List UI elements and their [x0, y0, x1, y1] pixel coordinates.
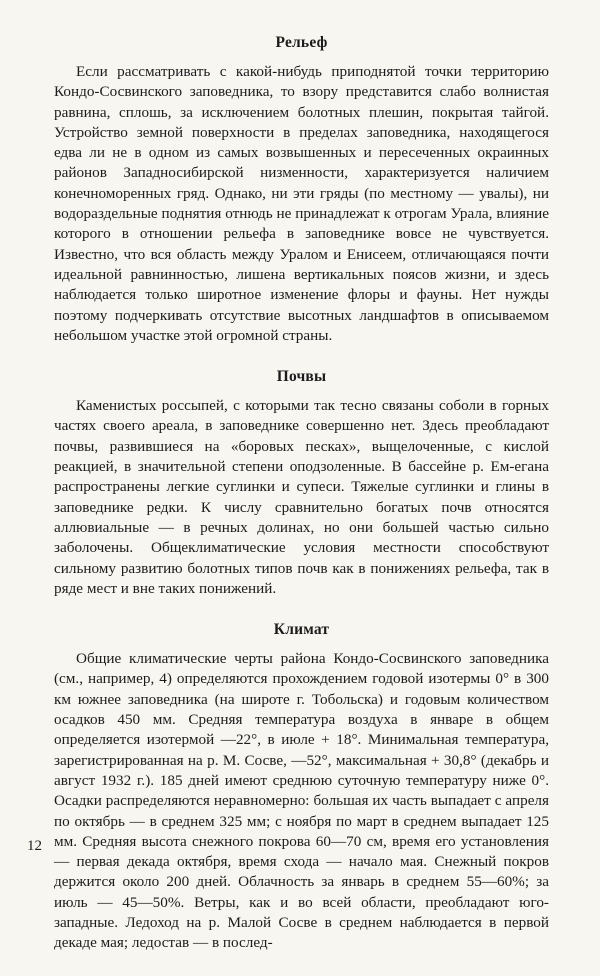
section-title: Рельеф	[275, 34, 328, 51]
section-climate	[54, 621, 549, 953]
paragraph: Если рассматривать с какой-нибудь приподнятой точки территорию Кондо-Сосвинского заповедника, то взору представится слабо волнистая равнина, сплошь, за исключением болотных плешин, покрытая тайгой. Устройство земной поверхности в пределах заповедника, находящегося едва ли не в одном из самых возвышенных и пересеченных окраинных районов Западносибирской низменности, характеризуется наличием конечноморенных гряд. Однако, ни эти гряды (по местному — увалы), ни водораздельные поднятия отнюдь не принадлежат к отрогам Урала, влияние которого в отношении рельефа в заповеднике вовсе не чувствуется. Известно, что вся область между Уралом и Енисеем, отличающаяся почти идеальной равнинностью, лишена вертикальных поясов жизни, и здесь наблюдается только широтное изменение флоры и фауны. Нет нужды поэтому подчеркивать отсутствие высотных ландшафтов в описываемом небольшом участке этой огромной страны.	[54, 63, 549, 344]
section-title: Почвы	[276, 368, 327, 386]
section-relief	[54, 34, 549, 346]
section-soils	[54, 368, 549, 599]
paragraph: Общие климатические черты района Кондо-Сосвинского заповедника (см., например, 4) определяются прохождением годовой изотермы 0° в 300 км южнее заповедника (на широте г. Тобольска) и годовым количеством осадков 450 мм. Средняя температура воздуха в январе в общем определяется изотермой —22°, в июле + 18°. Минимальная температура, зарегистрированная на р. М. Сосве, —52°, максимальная + 30,8° (декабрь и август 1932 г.). 185 дней имеют среднюю суточную температуру ниже 0°. Осадки распределяются неравномерно: большая их часть выпадает с апреля по октябрь — в среднем 325 мм; с ноября по март в среднем выпадает 125 мм. Средняя высота снежного покрова 60—70 см, время его установления — первая декада октября, время схода — начало мая. Снежный покров держится около 200 дней. Облачность за январь в среднем 55—60%; за июль — 45—50%. Ветры, как и во всей области, преобладают юго-западные. Ледоход на р. Малой Сосве в среднем наблюдается в первой декаде мая; ледостав — в послед-	[54, 650, 549, 952]
page-body	[54, 34, 549, 976]
page-number: 12	[27, 838, 42, 854]
section-title: Климат	[273, 621, 330, 639]
paragraph: Каменистых россыпей, с которыми так тесно связаны соболи в горных частях своего ареала, в заповеднике совершенно нет. Здесь преобладают почвы, развившиеся на «боровых песках», выщелоченные, с кислой реакцией, в значительной степени оподзоленные. В бассейне р. Ем-егана распространены легкие суглинки и супеси. Тяжелые суглинки и глины в заповеднике редки. К числу сравнительно богатых почв относятся аллювиальные — в речных долинах, но они большей частью сильно заболочены. Общеклиматические условия местности способствуют сильному развитию болотных типов почв как в понижениях рельефа, так в ряде мест и вне таких понижений.	[54, 397, 549, 597]
